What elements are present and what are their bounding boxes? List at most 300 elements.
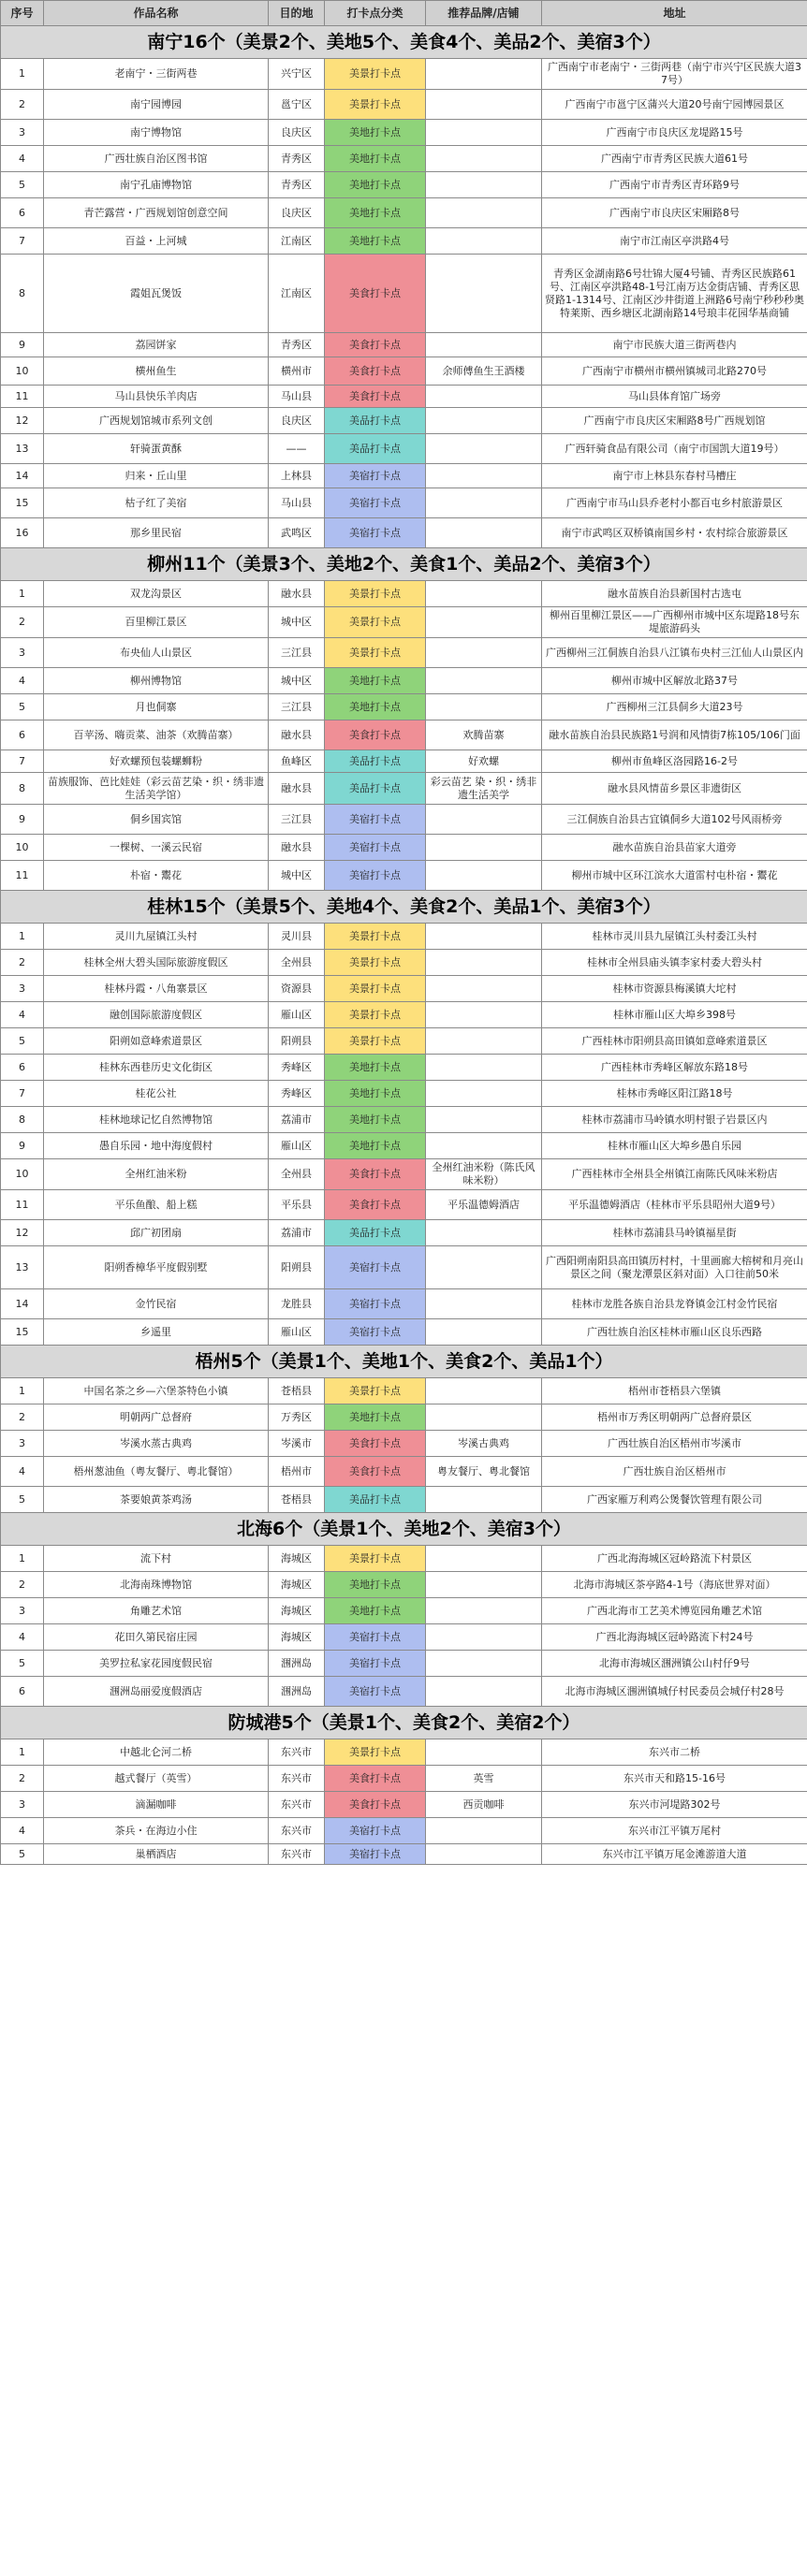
cell-destination: 青秀区 bbox=[269, 333, 325, 357]
table-row bbox=[1, 1159, 807, 1190]
cell-brand bbox=[426, 255, 542, 333]
cell-no: 7 bbox=[1, 750, 44, 773]
cell-category: 美品打卡点 bbox=[325, 1220, 426, 1246]
cell-address: 桂林市雁山区大埠乡398号 bbox=[542, 1002, 807, 1028]
cell-address: 桂林市荔浦县马岭镇福星街 bbox=[542, 1220, 807, 1246]
cell-name: 桂林东西巷历史文化街区 bbox=[44, 1055, 269, 1081]
table-row bbox=[1, 386, 807, 408]
cell-name: 广西壮族自治区图书馆 bbox=[44, 146, 269, 172]
cell-category: 美食打卡点 bbox=[325, 1766, 426, 1792]
cell-no: 1 bbox=[1, 581, 44, 607]
cell-name: 苗族服饰、芭比娃娃（彩云苗艺染・织・绣非遗生活美学馆） bbox=[44, 773, 269, 805]
cell-destination: 良庆区 bbox=[269, 120, 325, 146]
cell-name: 花田久第民宿庄园 bbox=[44, 1624, 269, 1651]
cell-category: 美地打卡点 bbox=[325, 1055, 426, 1081]
table-row bbox=[1, 1677, 807, 1707]
table-row bbox=[1, 1651, 807, 1677]
cell-no: 10 bbox=[1, 1159, 44, 1190]
cell-destination: 苍梧县 bbox=[269, 1487, 325, 1513]
cell-brand bbox=[426, 1546, 542, 1572]
cell-address: 广西南宁市青秀区民族大道61号 bbox=[542, 146, 807, 172]
table-row bbox=[1, 1739, 807, 1766]
section-title: 桂林15个（美景5个、美地4个、美食2个、美品1个、美宿3个） bbox=[1, 891, 807, 924]
cell-category: 美食打卡点 bbox=[325, 255, 426, 333]
cell-destination: 上林县 bbox=[269, 464, 325, 488]
cell-name: 中越北仑河二桥 bbox=[44, 1739, 269, 1766]
cell-address: 广西壮族自治区梧州市岑溪市 bbox=[542, 1431, 807, 1457]
table-row bbox=[1, 333, 807, 357]
cell-brand bbox=[426, 1133, 542, 1159]
cell-category: 美食打卡点 bbox=[325, 1190, 426, 1220]
cell-no: 16 bbox=[1, 518, 44, 548]
cell-name: 桂林丹霞・八角寨景区 bbox=[44, 976, 269, 1002]
cell-destination: 武鸣区 bbox=[269, 518, 325, 548]
cell-category: 美景打卡点 bbox=[325, 976, 426, 1002]
cell-name: 南宁园博园 bbox=[44, 90, 269, 120]
table-row bbox=[1, 1624, 807, 1651]
cell-category: 美地打卡点 bbox=[325, 1572, 426, 1598]
cell-category: 美宿打卡点 bbox=[325, 488, 426, 518]
cell-category: 美景打卡点 bbox=[325, 90, 426, 120]
cell-destination: 融水县 bbox=[269, 581, 325, 607]
cell-brand bbox=[426, 1487, 542, 1513]
cell-name: 归来・丘山里 bbox=[44, 464, 269, 488]
cell-destination: 城中区 bbox=[269, 861, 325, 891]
cell-destination: —— bbox=[269, 434, 325, 464]
cell-category: 美宿打卡点 bbox=[325, 1319, 426, 1346]
cell-destination: 融水县 bbox=[269, 720, 325, 750]
cell-address: 广西南宁市老南宁・三街两巷（南宁市兴宁区民族大道37号） bbox=[542, 59, 807, 90]
cell-no: 3 bbox=[1, 1431, 44, 1457]
cell-name: 岑溪水蒸古典鸡 bbox=[44, 1431, 269, 1457]
table-row bbox=[1, 835, 807, 861]
cell-no: 4 bbox=[1, 146, 44, 172]
cell-category: 美地打卡点 bbox=[325, 1598, 426, 1624]
cell-name: 南宁博物馆 bbox=[44, 120, 269, 146]
cell-category: 美宿打卡点 bbox=[325, 1818, 426, 1844]
cell-name: 中国名茶之乡—六堡茶特色小镇 bbox=[44, 1378, 269, 1404]
cell-destination: 秀峰区 bbox=[269, 1081, 325, 1107]
table-row bbox=[1, 1766, 807, 1792]
cell-address: 东兴市二桥 bbox=[542, 1739, 807, 1766]
cell-brand bbox=[426, 1220, 542, 1246]
cell-destination: 雁山区 bbox=[269, 1133, 325, 1159]
cell-brand bbox=[426, 1107, 542, 1133]
cell-destination: 龙胜县 bbox=[269, 1289, 325, 1319]
cell-name: 滴漏咖啡 bbox=[44, 1792, 269, 1818]
cell-name: 美罗拉私家花园度假民宿 bbox=[44, 1651, 269, 1677]
cell-no: 2 bbox=[1, 607, 44, 638]
cell-name: 柳州博物馆 bbox=[44, 668, 269, 694]
cell-destination: 东兴市 bbox=[269, 1844, 325, 1865]
cell-address: 广西阳朔南阳县高田镇历村村，十里画廊大榕树和月亮山景区之间（聚龙潭景区斜对面）入口往前50米 bbox=[542, 1246, 807, 1289]
table-row bbox=[1, 1246, 807, 1289]
cell-category: 美地打卡点 bbox=[325, 146, 426, 172]
cell-category: 美品打卡点 bbox=[325, 773, 426, 805]
cell-address: 马山县体育馆广场旁 bbox=[542, 386, 807, 408]
cell-no: 13 bbox=[1, 434, 44, 464]
cell-brand: 岑溪古典鸡 bbox=[426, 1431, 542, 1457]
cell-name: 茶要娘黄茶鸡汤 bbox=[44, 1487, 269, 1513]
cell-brand bbox=[426, 464, 542, 488]
cell-no: 5 bbox=[1, 1028, 44, 1055]
cell-category: 美地打卡点 bbox=[325, 1133, 426, 1159]
table-row bbox=[1, 1457, 807, 1487]
cell-category: 美地打卡点 bbox=[325, 198, 426, 228]
table-row bbox=[1, 1572, 807, 1598]
cell-brand bbox=[426, 408, 542, 434]
cell-address: 广西家雁万利鸡公煲餐饮管理有限公司 bbox=[542, 1487, 807, 1513]
cell-name: 阳朔如意峰索道景区 bbox=[44, 1028, 269, 1055]
cell-category: 美宿打卡点 bbox=[325, 464, 426, 488]
cell-destination: 良庆区 bbox=[269, 408, 325, 434]
header-no: 序号 bbox=[1, 1, 44, 26]
cell-destination: 平乐县 bbox=[269, 1190, 325, 1220]
cell-category: 美景打卡点 bbox=[325, 950, 426, 976]
cell-name: 乡遥里 bbox=[44, 1319, 269, 1346]
cell-brand bbox=[426, 1739, 542, 1766]
cell-brand bbox=[426, 518, 542, 548]
cell-name: 布央仙人山景区 bbox=[44, 638, 269, 668]
cell-brand bbox=[426, 1818, 542, 1844]
cell-category: 美景打卡点 bbox=[325, 1002, 426, 1028]
cell-brand bbox=[426, 861, 542, 891]
cell-brand bbox=[426, 146, 542, 172]
cell-brand bbox=[426, 333, 542, 357]
table-row bbox=[1, 464, 807, 488]
cell-category: 美地打卡点 bbox=[325, 172, 426, 198]
cell-name: 金竹民宿 bbox=[44, 1289, 269, 1319]
cell-name: 巢栖酒店 bbox=[44, 1844, 269, 1865]
cell-destination: 灵川县 bbox=[269, 924, 325, 950]
table-row bbox=[1, 750, 807, 773]
cell-address: 融水县风情苗乡景区非遗街区 bbox=[542, 773, 807, 805]
cell-destination: 海城区 bbox=[269, 1572, 325, 1598]
table-row bbox=[1, 255, 807, 333]
table-row bbox=[1, 1378, 807, 1404]
cell-no: 11 bbox=[1, 1190, 44, 1220]
table-row bbox=[1, 518, 807, 548]
cell-category: 美宿打卡点 bbox=[325, 1246, 426, 1289]
cell-destination: 涠洲岛 bbox=[269, 1677, 325, 1707]
cell-name: 桂花公社 bbox=[44, 1081, 269, 1107]
table-row bbox=[1, 581, 807, 607]
cell-category: 美景打卡点 bbox=[325, 1378, 426, 1404]
cell-no: 15 bbox=[1, 1319, 44, 1346]
cell-address: 广西桂林市秀峰区解放东路18号 bbox=[542, 1055, 807, 1081]
cell-address: 桂林市荔浦市马岭镇水明村银子岩景区内 bbox=[542, 1107, 807, 1133]
cell-destination: 雁山区 bbox=[269, 1002, 325, 1028]
table-row bbox=[1, 1133, 807, 1159]
cell-name: 邱广初团扇 bbox=[44, 1220, 269, 1246]
cell-category: 美宿打卡点 bbox=[325, 1624, 426, 1651]
cell-destination: 三江县 bbox=[269, 805, 325, 835]
cell-destination: 良庆区 bbox=[269, 198, 325, 228]
table-row bbox=[1, 488, 807, 518]
cell-name: 桂林全州大碧头国际旅游度假区 bbox=[44, 950, 269, 976]
cell-address: 广西柳州三江侗族自治县八江镇布央村三江仙人山景区内 bbox=[542, 638, 807, 668]
cell-category: 美食打卡点 bbox=[325, 1159, 426, 1190]
table-row bbox=[1, 607, 807, 638]
header-name: 作品名称 bbox=[44, 1, 269, 26]
header-destination: 目的地 bbox=[269, 1, 325, 26]
cell-no: 13 bbox=[1, 1246, 44, 1289]
cell-name: 霞姐瓦煲饭 bbox=[44, 255, 269, 333]
table-row bbox=[1, 1002, 807, 1028]
table-row bbox=[1, 1546, 807, 1572]
cell-category: 美地打卡点 bbox=[325, 120, 426, 146]
cell-no: 1 bbox=[1, 59, 44, 90]
cell-no: 2 bbox=[1, 1766, 44, 1792]
cell-brand bbox=[426, 835, 542, 861]
cell-name: 广西规划馆城市系列文创 bbox=[44, 408, 269, 434]
cell-destination: 横州市 bbox=[269, 357, 325, 386]
cell-destination: 梧州市 bbox=[269, 1457, 325, 1487]
cell-name: 南宁孔庙博物馆 bbox=[44, 172, 269, 198]
cell-address: 桂林市秀峰区阳江路18号 bbox=[542, 1081, 807, 1107]
cell-no: 1 bbox=[1, 1546, 44, 1572]
table-row bbox=[1, 1055, 807, 1081]
cell-destination: 东兴市 bbox=[269, 1766, 325, 1792]
cell-brand bbox=[426, 1844, 542, 1865]
cell-no: 7 bbox=[1, 1081, 44, 1107]
cell-name: 荔园饼家 bbox=[44, 333, 269, 357]
table-row bbox=[1, 198, 807, 228]
cell-address: 东兴市河堤路302号 bbox=[542, 1792, 807, 1818]
cell-brand bbox=[426, 976, 542, 1002]
cell-brand bbox=[426, 59, 542, 90]
cell-destination: 全州县 bbox=[269, 1159, 325, 1190]
cell-brand bbox=[426, 1002, 542, 1028]
cell-brand bbox=[426, 638, 542, 668]
cell-destination: 马山县 bbox=[269, 488, 325, 518]
cell-address: 北海市海城区涠洲镇城仔村民委员会城仔村28号 bbox=[542, 1677, 807, 1707]
cell-brand bbox=[426, 805, 542, 835]
table-body bbox=[1, 26, 807, 1865]
cell-category: 美景打卡点 bbox=[325, 924, 426, 950]
cell-brand bbox=[426, 1319, 542, 1346]
cell-category: 美地打卡点 bbox=[325, 228, 426, 255]
table-row bbox=[1, 1404, 807, 1431]
cell-no: 7 bbox=[1, 228, 44, 255]
cell-destination: 岑溪市 bbox=[269, 1431, 325, 1457]
cell-address: 广西北海海城区冠岭路流下村24号 bbox=[542, 1624, 807, 1651]
cell-destination: 青秀区 bbox=[269, 172, 325, 198]
cell-category: 美宿打卡点 bbox=[325, 805, 426, 835]
table-row bbox=[1, 1289, 807, 1319]
cell-destination: 涠洲岛 bbox=[269, 1651, 325, 1677]
cell-brand bbox=[426, 1677, 542, 1707]
cell-brand bbox=[426, 1598, 542, 1624]
cell-address: 广西北海市工艺美术博览园角雕艺术馆 bbox=[542, 1598, 807, 1624]
cell-address: 广西南宁市青秀区青环路9号 bbox=[542, 172, 807, 198]
cell-brand bbox=[426, 1081, 542, 1107]
cell-no: 5 bbox=[1, 1651, 44, 1677]
cell-brand: 欢腾苗寨 bbox=[426, 720, 542, 750]
cell-address: 东兴市江平镇万尾村 bbox=[542, 1818, 807, 1844]
cell-address: 青秀区金湖南路6号壮锦大厦4号铺、青秀区民族路61号、江南区亭洪路48-1号江南万达金街店铺、青秀区思贤路1-1314号、江南区沙井街道上洲路6号南宁秒秒秒奥特莱斯、西乡塘区北湖南路14号琅丰花园华基商铺 bbox=[542, 255, 807, 333]
cell-name: 融创国际旅游度假区 bbox=[44, 1002, 269, 1028]
cell-name: 流下村 bbox=[44, 1546, 269, 1572]
cell-no: 3 bbox=[1, 1792, 44, 1818]
table-row bbox=[1, 1220, 807, 1246]
cell-destination: 荔浦市 bbox=[269, 1107, 325, 1133]
table-row bbox=[1, 976, 807, 1002]
cell-no: 6 bbox=[1, 198, 44, 228]
cell-brand bbox=[426, 694, 542, 720]
cell-brand: 西贡咖啡 bbox=[426, 1792, 542, 1818]
cell-no: 1 bbox=[1, 1739, 44, 1766]
cell-destination: 苍梧县 bbox=[269, 1378, 325, 1404]
cell-brand bbox=[426, 1028, 542, 1055]
cell-category: 美品打卡点 bbox=[325, 1487, 426, 1513]
section-row bbox=[1, 26, 807, 59]
cell-no: 3 bbox=[1, 638, 44, 668]
cell-name: 梧州葱油鱼（粤友餐厅、粤北餐馆） bbox=[44, 1457, 269, 1487]
section-row bbox=[1, 548, 807, 581]
cell-address: 梧州市苍梧县六堡镇 bbox=[542, 1378, 807, 1404]
cell-category: 美食打卡点 bbox=[325, 1792, 426, 1818]
cell-address: 南宁市武鸣区双桥镇南国乡村・农村综合旅游景区 bbox=[542, 518, 807, 548]
cell-brand bbox=[426, 1289, 542, 1319]
table-row bbox=[1, 357, 807, 386]
section-title: 防城港5个（美景1个、美食2个、美宿2个） bbox=[1, 1707, 807, 1739]
cell-address: 桂林市雁山区大埠乡愚自乐园 bbox=[542, 1133, 807, 1159]
cell-brand bbox=[426, 1378, 542, 1404]
cell-destination: 荔浦市 bbox=[269, 1220, 325, 1246]
cell-category: 美地打卡点 bbox=[325, 1107, 426, 1133]
section-title: 南宁16个（美景2个、美地5个、美食4个、美品2个、美宿3个） bbox=[1, 26, 807, 59]
cell-category: 美品打卡点 bbox=[325, 750, 426, 773]
cell-category: 美景打卡点 bbox=[325, 1028, 426, 1055]
cell-no: 5 bbox=[1, 694, 44, 720]
cell-name: 青芒露营・广西规划馆创意空间 bbox=[44, 198, 269, 228]
cell-destination: 城中区 bbox=[269, 668, 325, 694]
cell-brand bbox=[426, 581, 542, 607]
cell-no: 4 bbox=[1, 1818, 44, 1844]
cell-address: 桂林市资源县梅溪镇大坨村 bbox=[542, 976, 807, 1002]
cell-name: 越式餐厅（英雪） bbox=[44, 1766, 269, 1792]
cell-no: 10 bbox=[1, 835, 44, 861]
cell-category: 美地打卡点 bbox=[325, 1081, 426, 1107]
cell-no: 8 bbox=[1, 773, 44, 805]
cell-address: 柳州市城中区环江滨水大道雷村屯朴宿・鬻花 bbox=[542, 861, 807, 891]
cell-address: 广西南宁市良庆区龙堤路15号 bbox=[542, 120, 807, 146]
cell-category: 美宿打卡点 bbox=[325, 1289, 426, 1319]
table-row bbox=[1, 120, 807, 146]
cell-address: 桂林市灵川县九屋镇江头村委江头村 bbox=[542, 924, 807, 950]
cell-no: 3 bbox=[1, 1598, 44, 1624]
cell-brand: 平乐温德姆酒店 bbox=[426, 1190, 542, 1220]
cell-brand: 粤友餐厅、粤北餐馆 bbox=[426, 1457, 542, 1487]
cell-no: 11 bbox=[1, 861, 44, 891]
cell-no: 9 bbox=[1, 1133, 44, 1159]
section-title: 柳州11个（美景3个、美地2个、美食1个、美品2个、美宿3个） bbox=[1, 548, 807, 581]
cell-category: 美品打卡点 bbox=[325, 434, 426, 464]
cell-brand bbox=[426, 950, 542, 976]
cell-name: 马山县快乐羊肉店 bbox=[44, 386, 269, 408]
section-row bbox=[1, 1346, 807, 1378]
cell-no: 11 bbox=[1, 386, 44, 408]
cell-category: 美宿打卡点 bbox=[325, 835, 426, 861]
cell-name: 好欢螺预包装螺蛳粉 bbox=[44, 750, 269, 773]
table-row bbox=[1, 1431, 807, 1457]
cell-category: 美地打卡点 bbox=[325, 694, 426, 720]
cell-name: 茶兵・在海边小住 bbox=[44, 1818, 269, 1844]
section-row bbox=[1, 1707, 807, 1739]
cell-address: 平乐温德姆酒店（桂林市平乐县昭州大道9号） bbox=[542, 1190, 807, 1220]
cell-no: 4 bbox=[1, 1002, 44, 1028]
cell-brand bbox=[426, 1055, 542, 1081]
cell-brand bbox=[426, 1651, 542, 1677]
cell-name: 枯子红了美宿 bbox=[44, 488, 269, 518]
header-row bbox=[1, 1, 807, 26]
cell-brand bbox=[426, 228, 542, 255]
cell-address: 南宁市民族大道三街两巷内 bbox=[542, 333, 807, 357]
cell-address: 广西桂林市全州县全州镇江南陈氏风味米粉店 bbox=[542, 1159, 807, 1190]
cell-destination: 融水县 bbox=[269, 835, 325, 861]
cell-category: 美景打卡点 bbox=[325, 59, 426, 90]
cell-brand bbox=[426, 1572, 542, 1598]
cell-brand bbox=[426, 1404, 542, 1431]
cell-category: 美景打卡点 bbox=[325, 1739, 426, 1766]
cell-brand bbox=[426, 1246, 542, 1289]
cell-name: 灵川九屋镇江头村 bbox=[44, 924, 269, 950]
cell-brand bbox=[426, 198, 542, 228]
cell-category: 美景打卡点 bbox=[325, 638, 426, 668]
cell-no: 2 bbox=[1, 90, 44, 120]
cell-no: 9 bbox=[1, 805, 44, 835]
table-row bbox=[1, 805, 807, 835]
cell-category: 美景打卡点 bbox=[325, 607, 426, 638]
section-title: 梧州5个（美景1个、美地1个、美食2个、美品1个） bbox=[1, 1346, 807, 1378]
table-row bbox=[1, 1107, 807, 1133]
cell-address: 柳州市鱼峰区洛园路16-2号 bbox=[542, 750, 807, 773]
section-row bbox=[1, 1513, 807, 1546]
table-row bbox=[1, 1190, 807, 1220]
cell-address: 融水苗族自治县民族路1号润和风情街7栋105/106门面 bbox=[542, 720, 807, 750]
cell-category: 美宿打卡点 bbox=[325, 1651, 426, 1677]
table-row bbox=[1, 638, 807, 668]
table-row bbox=[1, 434, 807, 464]
cell-address: 广西南宁市马山县乔老村小都百屯乡村旅游景区 bbox=[542, 488, 807, 518]
table-row bbox=[1, 228, 807, 255]
cell-address: 三江侗族自治县古宜镇侗乡大道102号风雨桥旁 bbox=[542, 805, 807, 835]
cell-category: 美食打卡点 bbox=[325, 333, 426, 357]
table-row bbox=[1, 720, 807, 750]
header-brand: 推荐品牌/店铺 bbox=[426, 1, 542, 26]
cell-destination: 鱼峰区 bbox=[269, 750, 325, 773]
cell-no: 5 bbox=[1, 1844, 44, 1865]
cell-no: 6 bbox=[1, 1055, 44, 1081]
cell-no: 5 bbox=[1, 172, 44, 198]
cell-no: 10 bbox=[1, 357, 44, 386]
cell-no: 8 bbox=[1, 1107, 44, 1133]
cell-category: 美景打卡点 bbox=[325, 581, 426, 607]
cell-name: 双龙沟景区 bbox=[44, 581, 269, 607]
cell-no: 2 bbox=[1, 1572, 44, 1598]
cell-address: 北海市海城区涠洲镇公山村仔9号 bbox=[542, 1651, 807, 1677]
cell-address: 南宁市上林县东春村马槽庄 bbox=[542, 464, 807, 488]
cell-category: 美食打卡点 bbox=[325, 1457, 426, 1487]
cell-no: 1 bbox=[1, 1378, 44, 1404]
cell-name: 角雕艺术馆 bbox=[44, 1598, 269, 1624]
cell-no: 5 bbox=[1, 1487, 44, 1513]
cell-name: 百益・上河城 bbox=[44, 228, 269, 255]
cell-category: 美宿打卡点 bbox=[325, 518, 426, 548]
cell-no: 12 bbox=[1, 408, 44, 434]
cell-destination: 万秀区 bbox=[269, 1404, 325, 1431]
